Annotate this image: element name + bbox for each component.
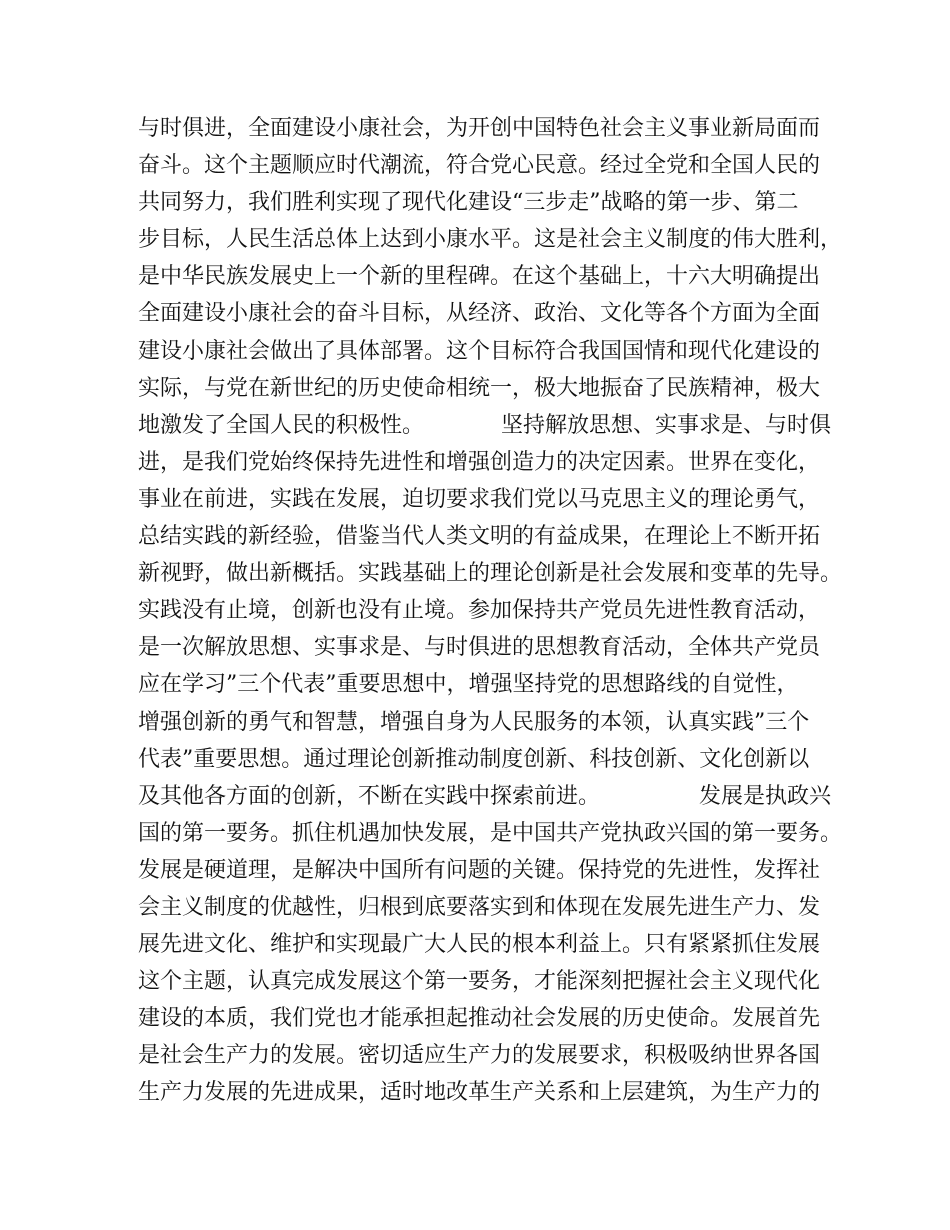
body-text (138, 110, 843, 1112)
text-line: 奋斗。这个主题顺应时代潮流，符合党心民意。经过全党和全国人民的 (138, 153, 821, 179)
text-line: 地激发了全国人民的积极性。 坚持解放思想、实事求是、与时俱 (138, 412, 832, 438)
text-line: 共同努力，我们胜利实现了现代化建设“三步走”战略的第一步、第二 (138, 190, 799, 216)
text-line: 增强创新的勇气和智慧，增强自身为人民服务的本领，认真实践”三个 (138, 709, 810, 735)
text-line: 是一次解放思想、实事求是、与时俱进的思想教育活动，全体共产党员 (138, 635, 821, 661)
text-line: 代表”重要思想。通过理论创新推动制度创新、科技创新、文化创新以 (138, 746, 810, 772)
text-line: 应在学习”三个代表”重要思想中，增强坚持党的思想路线的自觉性， (138, 672, 799, 698)
text-line: 实际，与党在新世纪的历史使命相统一，极大地振奋了民族精神，极大 (138, 375, 821, 401)
text-line: 实践没有止境，创新也没有止境。参加保持共产党员先进性教育活动， (138, 598, 821, 624)
text-line: 事业在前进，实践在发展，迫切要求我们党以马克思主义的理论勇气， (138, 486, 821, 512)
text-line: 发展是硬道理，是解决中国所有问题的关键。保持党的先进性，发挥社 (138, 857, 821, 883)
text-line: 步目标，人民生活总体上达到小康水平。这是社会主义制度的伟大胜利， (138, 227, 843, 253)
text-line: 国的第一要务。抓住机遇加快发展，是中国共产党执政兴国的第一要务。 (138, 820, 843, 846)
text-line: 及其他各方面的创新，不断在实践中探索前进。 发展是执政兴 (138, 783, 832, 809)
text-line: 展先进文化、维护和实现最广大人民的根本利益上。只有紧紧抓住发展 (138, 932, 821, 958)
text-line: 这个主题，认真完成发展这个第一要务，才能深刻把握社会主义现代化 (138, 969, 821, 995)
text-line: 生产力发展的先进成果，适时地改革生产关系和上层建筑，为生产力的 (138, 1080, 821, 1106)
text-line: 是中华民族发展史上一个新的里程碑。在这个基础上，十六大明确提出 (138, 264, 821, 290)
text-line: 与时俱进，全面建设小康社会，为开创中国特色社会主义事业新局面而 (138, 116, 821, 141)
text-line: 是社会生产力的发展。密切适应生产力的发展要求，积极吸纳世界各国 (138, 1043, 821, 1069)
text-line: 新视野，做出新概括。实践基础上的理论创新是社会发展和变革的先导。 (138, 561, 843, 587)
text-line: 全面建设小康社会的奋斗目标，从经济、政治、文化等各个方面为全面 (138, 301, 821, 327)
text-line: 总结实践的新经验，借鉴当代人类文明的有益成果，在理论上不断开拓 (138, 524, 821, 550)
text-line: 进，是我们党始终保持先进性和增强创造力的决定因素。世界在变化， (138, 449, 821, 475)
text-line: 会主义制度的优越性，归根到底要落实到和体现在发展先进生产力、发 (138, 894, 821, 920)
text-line: 建设的本质，我们党也才能承担起推动社会发展的历史使命。发展首先 (138, 1006, 821, 1032)
text-line: 建设小康社会做出了具体部署。这个目标符合我国国情和现代化建设的 (138, 338, 821, 364)
